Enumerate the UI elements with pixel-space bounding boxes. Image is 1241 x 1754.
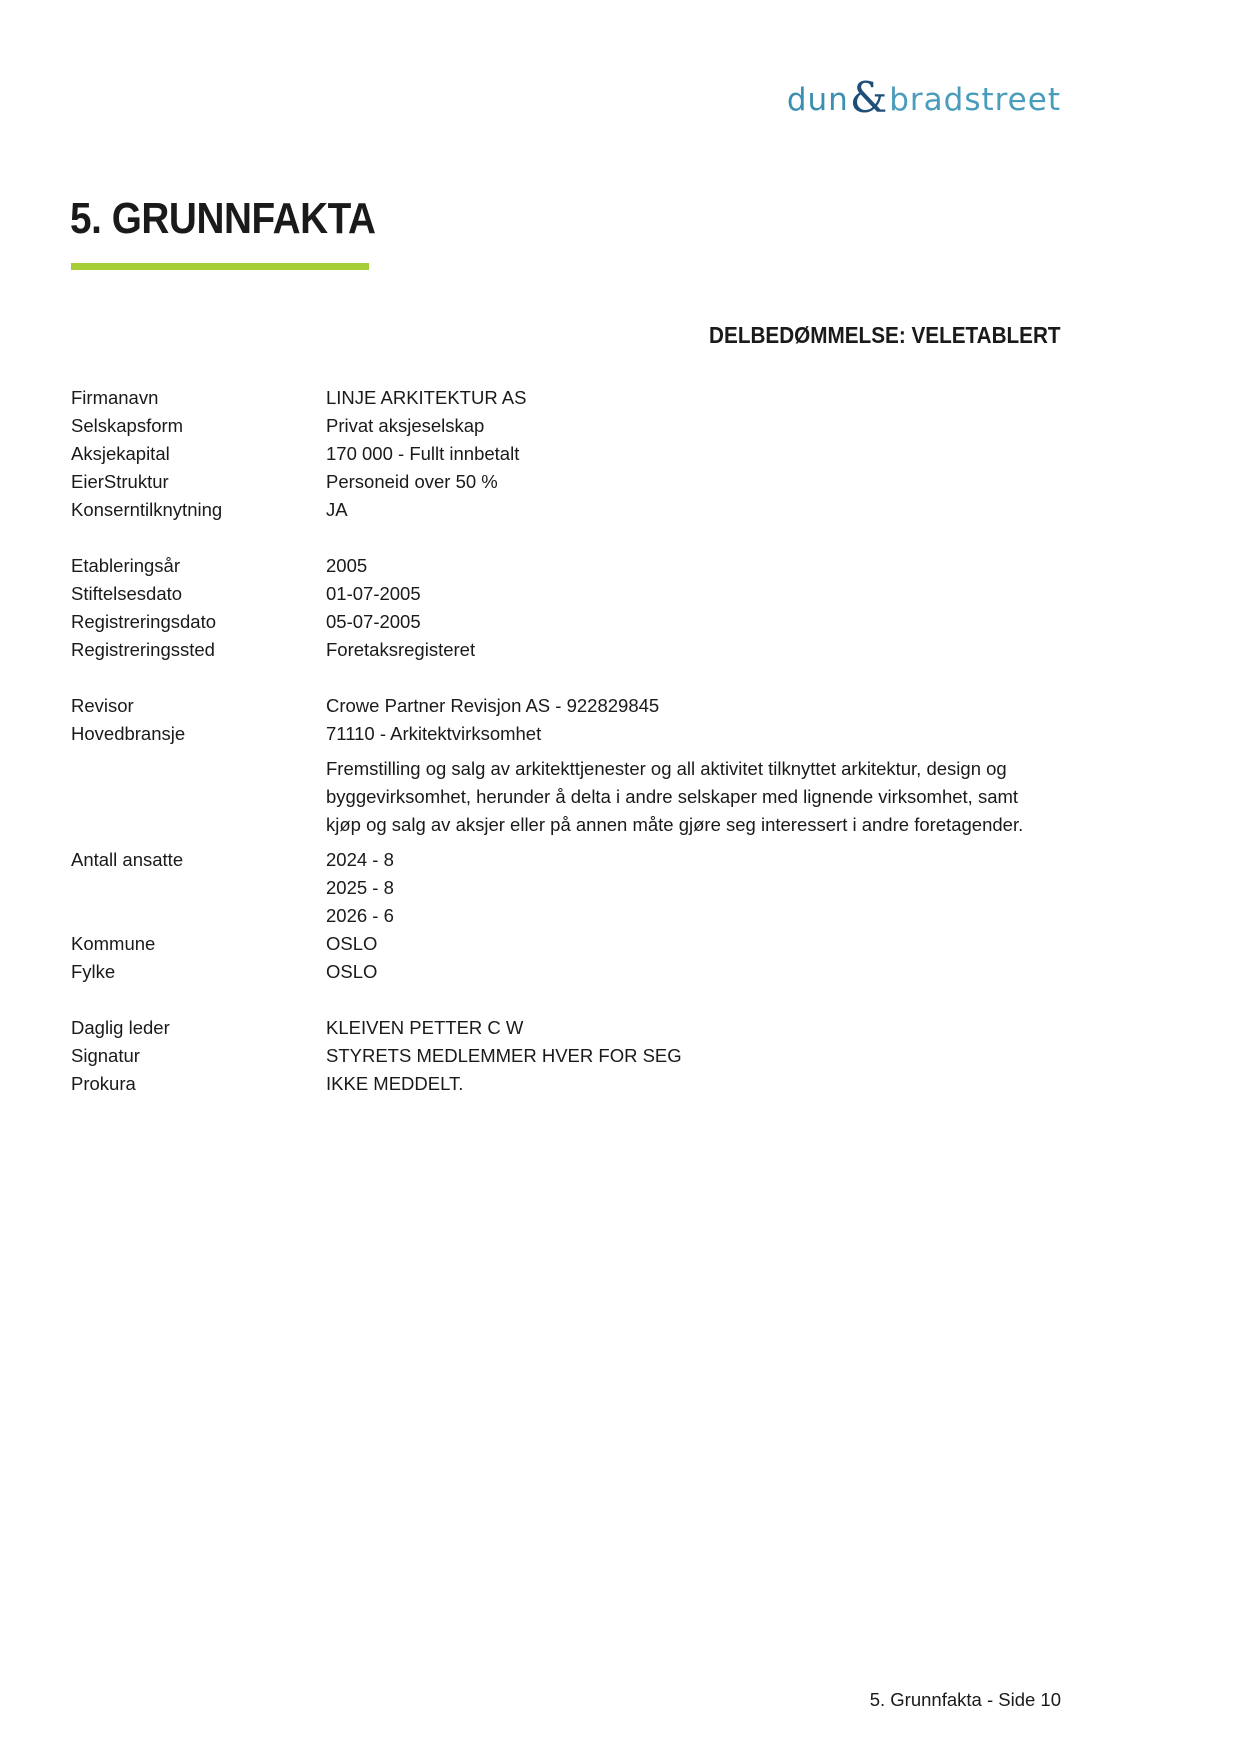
fact-value: STYRETS MEDLEMMER HVER FOR SEG: [326, 1045, 682, 1066]
rating-heading: DELBEDØMMELSE: VELETABLERT: [709, 322, 1061, 348]
fact-label: Prokura: [71, 1073, 136, 1094]
dun-bradstreet-logo: [786, 73, 1061, 124]
fact-label-empty: [71, 874, 326, 902]
dates-group: [71, 552, 1061, 664]
fact-row-fylke: [71, 958, 1061, 986]
page-footer: 5. Grunnfakta - Side 10: [869, 1689, 1061, 1710]
facts-table: [71, 384, 1061, 1098]
fact-value: 05-07-2005: [326, 611, 421, 632]
fact-row-kommune: [71, 930, 1061, 958]
fact-value: 71110 - Arkitektvirksomhet: [326, 723, 542, 744]
fact-row-antall-ansatte-3: [71, 902, 1061, 930]
fact-row-prokura: [71, 1070, 1061, 1098]
fact-value: 170 000 - Fullt innbetalt: [326, 443, 520, 464]
fact-row-stiftelsesdato: [71, 580, 1061, 608]
fact-row-signatur: [71, 1042, 1061, 1070]
fact-label: Fylke: [71, 961, 116, 982]
fact-label: Stiftelsesdato: [71, 583, 183, 604]
fact-label: Signatur: [71, 1045, 140, 1066]
fact-label: EierStruktur: [71, 471, 169, 492]
fact-value: JA: [326, 499, 348, 520]
fact-value: IKKE MEDDELT.: [326, 1073, 464, 1094]
page-title: 5. GRUNNFAKTA: [70, 194, 376, 243]
fact-value: 2024 - 8: [326, 849, 394, 870]
fact-value: 01-07-2005: [326, 583, 421, 604]
fact-label: Registreringsdato: [71, 611, 216, 632]
fact-row-antall-ansatte: [71, 846, 1061, 874]
fact-label: Hovedbransje: [71, 723, 186, 744]
fact-value: 2005: [326, 555, 368, 576]
fact-value: LINJE ARKITEKTUR AS: [326, 387, 527, 408]
logo-text-bradstreet: bradstreet: [889, 82, 1061, 118]
business-purpose-text: Fremstilling og salg av arkitekttjenester og all aktivitet tilknyttet arkitektur, design og byggevirksomhet, herunder å delta i andre selskaper med lignende virksomhet, samt kjøp og salg av aksjer eller på annen måte gjøre seg interessert i andre foretagender.: [326, 758, 1024, 835]
fact-row-eierstruktur: [71, 468, 1061, 496]
logo-text-dun: dun: [786, 82, 849, 118]
fact-label: Daglig leder: [71, 1017, 170, 1038]
fact-value: 2025 - 8: [326, 877, 394, 898]
fact-row-daglig-leder: [71, 1014, 1061, 1042]
management-group: [71, 1014, 1061, 1098]
fact-label: Firmanavn: [71, 387, 159, 408]
fact-label: Etableringsår: [71, 555, 181, 576]
fact-row-revisor: [71, 692, 1061, 720]
fact-label: Kommune: [71, 933, 156, 954]
fact-value: 2026 - 6: [326, 905, 394, 926]
fact-row-aksjekapital: [71, 440, 1061, 468]
fact-value: Privat aksjeselskap: [326, 415, 485, 436]
fact-row-konserntilknytning: [71, 496, 1061, 524]
fact-value: OSLO: [326, 933, 378, 954]
logo-ampersand: &: [849, 73, 889, 122]
fact-value: Foretaksregisteret: [326, 639, 476, 660]
fact-value: KLEIVEN PETTER C W: [326, 1017, 524, 1038]
fact-label: Revisor: [71, 695, 134, 716]
fact-label: Antall ansatte: [71, 849, 184, 870]
fact-value: Crowe Partner Revisjon AS - 922829845: [326, 695, 660, 716]
fact-label: Registreringssted: [71, 639, 215, 660]
fact-value: Personeid over 50 %: [326, 471, 498, 492]
business-group: [71, 692, 1061, 986]
fact-row-etableringsar: [71, 552, 1061, 580]
fact-label: Aksjekapital: [71, 443, 170, 464]
fact-label: Konserntilknytning: [71, 499, 223, 520]
title-underline-bar: [71, 263, 369, 270]
fact-row-registreringsdato: [71, 608, 1061, 636]
fact-row-hovedbransje: [71, 720, 1061, 748]
company-group: [71, 384, 1061, 524]
fact-row-antall-ansatte-2: [71, 874, 1061, 902]
fact-label-empty: [71, 902, 326, 930]
fact-row-firmanavn: [71, 384, 1061, 412]
fact-row-selskapsform: [71, 412, 1061, 440]
fact-value: OSLO: [326, 961, 378, 982]
fact-label: Selskapsform: [71, 415, 184, 436]
fact-row-registreringssted: [71, 636, 1061, 664]
